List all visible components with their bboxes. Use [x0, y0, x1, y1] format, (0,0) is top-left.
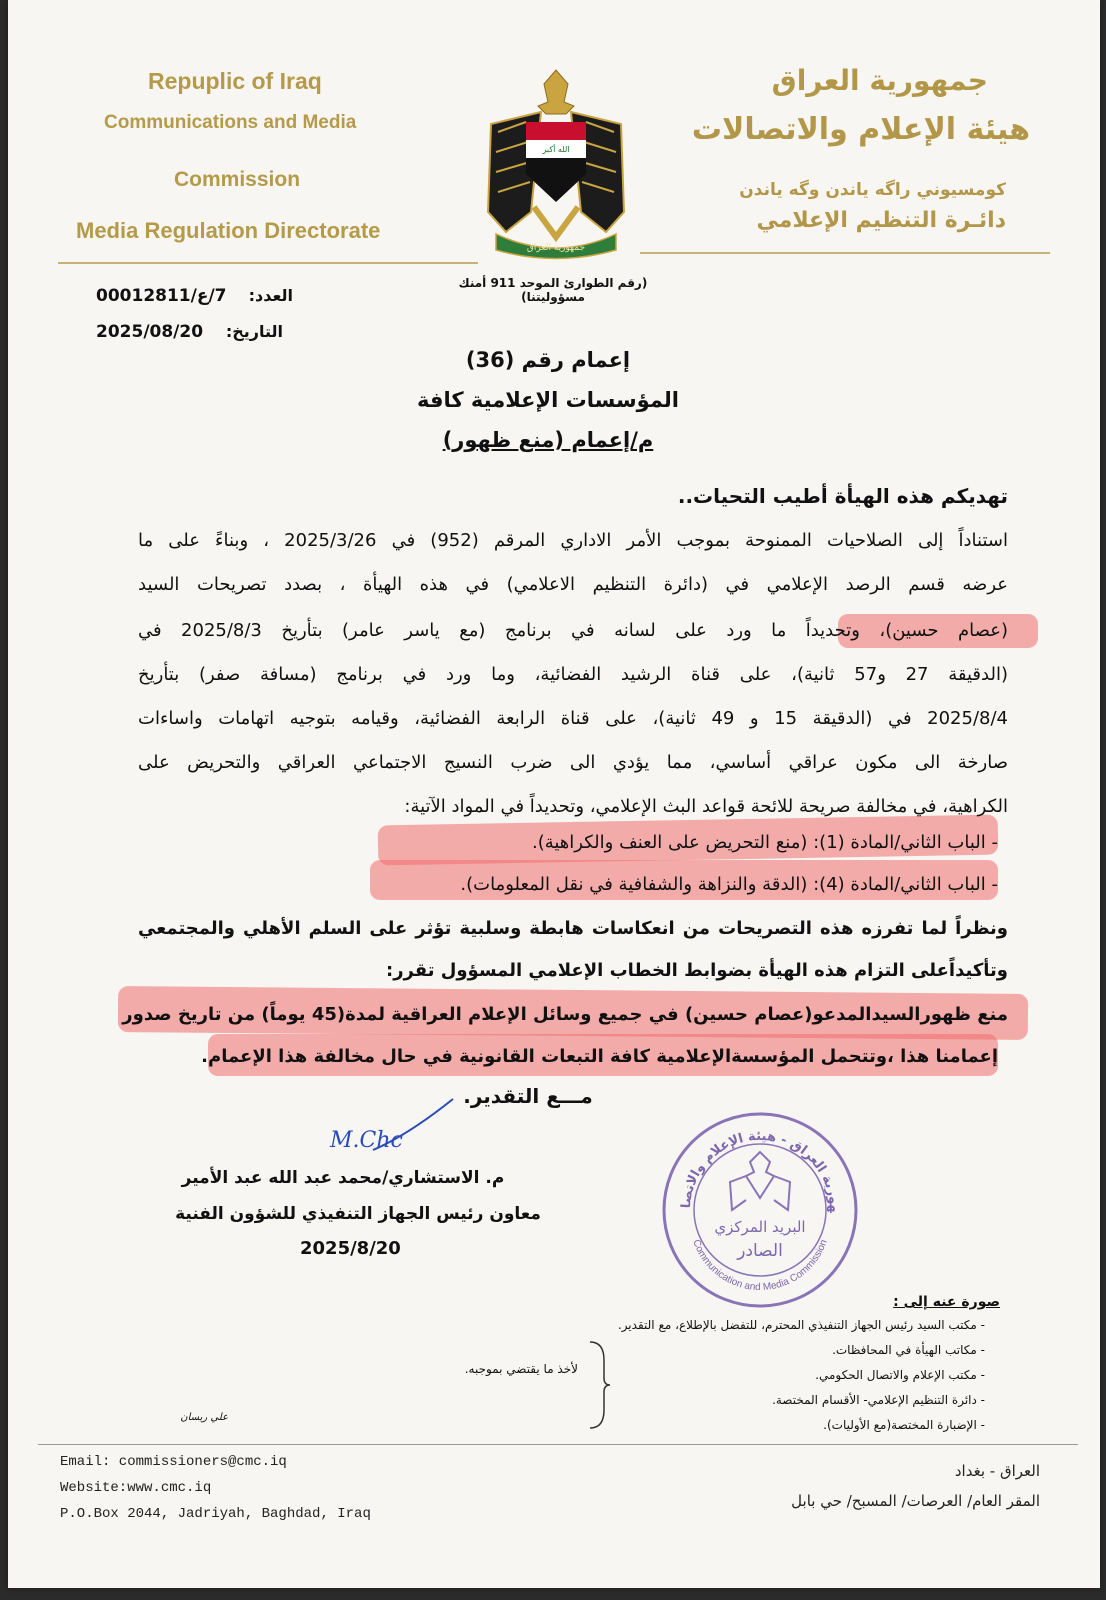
para2-line-1: ونظراً لما تفرزه هذه التصريحات من انعكاسات هابطة وسلبية تؤثر على السلم الأهلي والمجتمعي — [138, 918, 1008, 939]
document-page — [8, 0, 1100, 1588]
stamp-center-line-2: الصادر — [737, 1241, 783, 1261]
doc-date-value: 2025/08/20 — [96, 322, 204, 342]
header-ar-line-3: دائـرة التنظيم الإعلامي — [756, 208, 1006, 233]
circular-addressee: المؤسسات الإعلامية كافة — [417, 388, 679, 412]
decision-line-1: منع ظهورالسيدالمدعو(عصام حسين) في جميع وسائل الإعلام العراقية لمدة(45 يوماً) من تاريخ صدور — [122, 1004, 1008, 1025]
decision-line-2: إعمامنا هذا ،وتتحمل المؤسسةالإعلامية كافة التبعات القانونية في حال مخالفة هذا الإعمام. — [201, 1046, 998, 1067]
cc-brace-icon — [586, 1340, 612, 1430]
body-line-2: عرضه قسم الرصد الإعلامي في (دائرة التنظيم الاعلامي) في هذه الهيأة ، بصدد تصريحات السيد — [138, 574, 1008, 595]
header-ar-line-2: هيئة الإعلام والاتصالات — [691, 112, 1030, 147]
cc-item-2: - مكاتب الهيأة في المحافظات. — [832, 1343, 985, 1357]
doc-number-value: 7/ع/00012811 — [96, 286, 227, 306]
iraq-emblem-icon — [486, 62, 626, 262]
header-rule-left — [58, 262, 478, 264]
footer-rule — [38, 1444, 1078, 1445]
body-line-4: (الدقيقة 27 و57 ثانية)، على قناة الرشيد الفضائية، وما ورد في برنامج (مسافة صفر) بتأريخ — [138, 664, 1008, 685]
header-en-line-3: Commission — [174, 168, 301, 191]
stamp-ring-top: هورية العراق - هيئة الإعلام والاتصالات — [678, 1128, 842, 1214]
cc-item-5: - الإضبارة المختصة(مع الأوليات). — [823, 1418, 985, 1432]
header-ku-line: كومسيوني راگه ياندن وگه ياندن — [739, 180, 1006, 200]
body-line-1: استناداً إلى الصلاحيات الممنوحة بموجب الأمر الاداري المرقم (952) في 2025/3/26 ، وبناءً على ما — [138, 530, 1008, 551]
official-stamp — [660, 1110, 860, 1310]
emergency-number: (رقم الطوارئ الموحد 911 أمنك مسؤوليتنا) — [458, 276, 648, 304]
cc-item-1: - مكتب السيد رئيس الجهاز التنفيذي المحترم، للتفضل بالإطلاع، مع التقدير. — [617, 1318, 985, 1332]
doc-date-label: التاريخ: — [225, 322, 283, 341]
handwritten-signature: M.Chc — [330, 1128, 403, 1153]
article-1: - الباب الثاني/المادة (1): (منع التحريض على العنف والكراهية). — [531, 832, 998, 853]
footer-website: Website:www.cmc.iq — [60, 1480, 212, 1496]
body-line-7: الكراهية، في مخالفة صريحة للائحة قواعد البث الإعلامي، وتحديداً في المواد الآتية: — [404, 796, 1008, 817]
signatory-name: م. الاستشاري/محمد عبد الله عبد الأمير — [181, 1168, 505, 1188]
footer-address: المقر العام/ العرصات/ المسبح/ حي بابل — [791, 1492, 1040, 1510]
header-en-line-4: Media Regulation Directorate — [76, 218, 381, 243]
body-line-6: صارخة الى مكون عراقي أساسي، مما يؤدي الى ضرب النسيج الاجتماعي العراقي والتحريض على — [138, 752, 1008, 773]
header-en-line-2: Communications and Media — [104, 112, 357, 133]
signature-stroke — [368, 1095, 458, 1155]
greeting: تهديكم هذه الهيأة أطيب التحيات.. — [677, 484, 1008, 508]
header-rule-right — [640, 252, 1050, 254]
cc-title: صورة عنه إلى : — [893, 1294, 1000, 1310]
circular-number: إعمام رقم (36) — [465, 348, 631, 372]
closing: مـــع التقدير. — [463, 1084, 593, 1108]
cc-note: لأخذ ما يقتضي بموجبه. — [464, 1362, 578, 1376]
cc-item-3: - مكتب الإعلام والاتصال الحكومي. — [815, 1368, 985, 1382]
signatory-position: معاون رئيس الجهاز التنفيذي للشؤون الفنية — [175, 1204, 541, 1224]
para2-line-2: وتأكيداًعلى التزام هذه الهيأة بضوابط الخطاب الإعلامي المسؤول تقرر: — [386, 960, 1008, 981]
header-ar-line-1: جمهورية العراق — [771, 64, 988, 97]
doc-number-label: العدد: — [248, 286, 293, 305]
typist-initials: علي ريسان — [180, 1412, 228, 1423]
body-line-5: 2025/8/4 في (الدقيقة 15 و 49 ثانية)، على قناة الرابعة الفضائية، وقيامه بتوجيه اتهامات واساءات — [138, 708, 1008, 729]
emblem-ribbon-text: جمهورية العراق — [526, 243, 586, 253]
header-en-line-1: Repuplic of Iraq — [148, 68, 322, 94]
article-2: - الباب الثاني/المادة (4): (الدقة والنزاهة والشفافية في نقل المعلومات). — [460, 874, 998, 895]
circular-subject: م/إعمام (منع ظهور) — [442, 428, 654, 452]
footer-email: Email: commissioners@cmc.iq — [60, 1454, 287, 1470]
footer-city: العراق - بغداد — [954, 1462, 1040, 1480]
body-line-3: (عصام حسين)، وتحديداً ما ورد على لسانه في برنامج (مع ياسر عامر) بتأريخ 2025/8/3 في — [138, 620, 1008, 641]
cc-item-4: - دائرة التنظيم الإعلامي- الأقسام المختصة. — [772, 1393, 985, 1407]
stamp-ring-bottom: Communication and Media Commission — [690, 1238, 830, 1294]
emblem-banner-text: الله أكبر — [542, 145, 570, 154]
footer-pobox: P.O.Box 2044, Jadriyah, Baghdad, Iraq — [60, 1506, 371, 1522]
signature-date: 2025/8/20 — [300, 1238, 401, 1259]
stamp-center-line-1: البريد المركزي — [714, 1218, 806, 1236]
